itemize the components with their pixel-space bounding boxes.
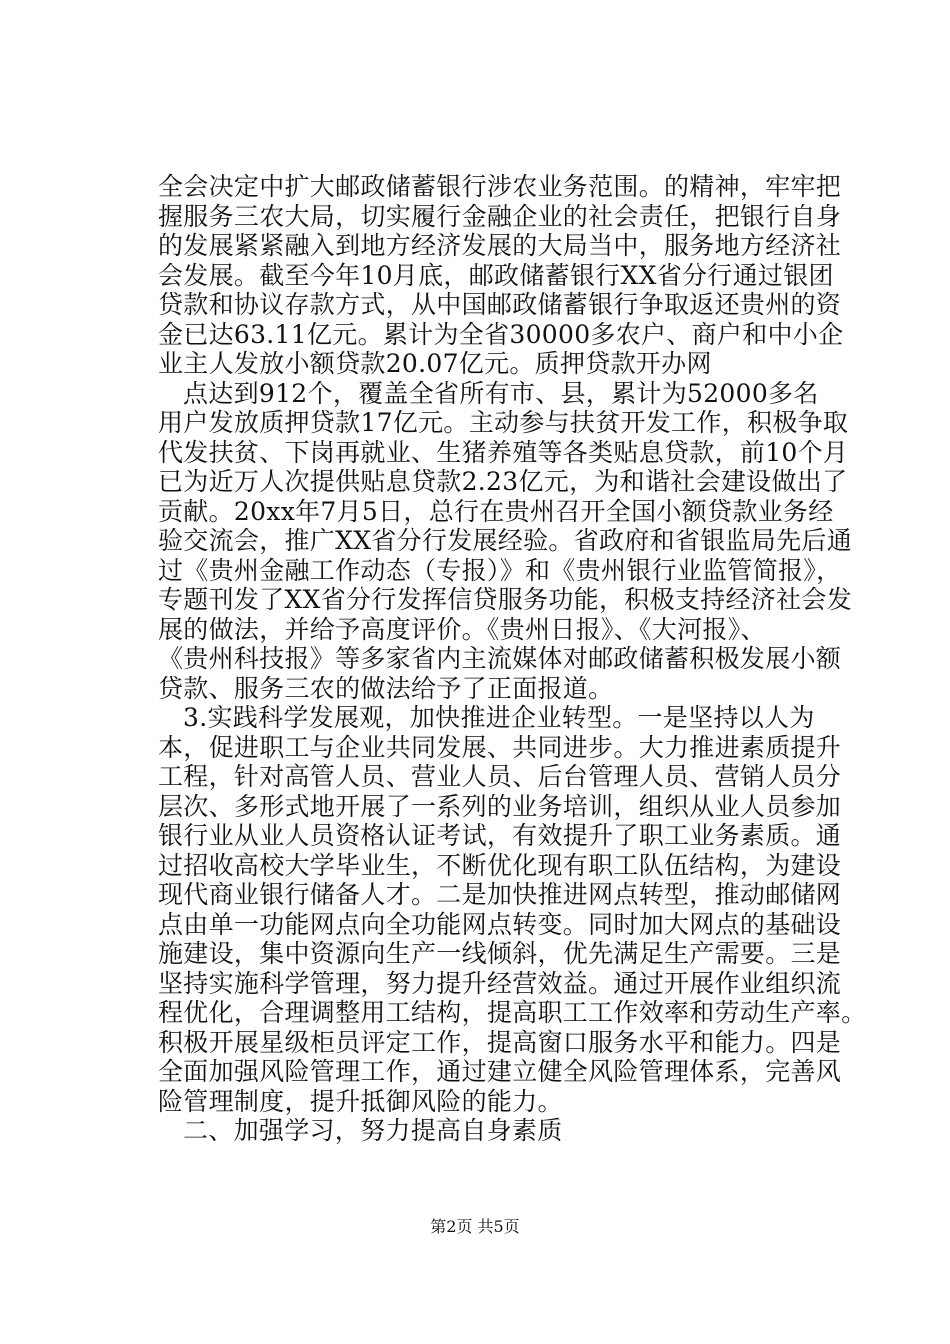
- text-line: 专题刊发了XX省分行发挥信贷服务功能，积极支持经济社会发: [158, 585, 852, 614]
- text-line: 全会决定中扩大邮政储蓄银行涉农业务范围。的精神，牢牢把: [158, 172, 842, 201]
- text-line: 握服务三农大局，切实履行金融企业的社会责任，把银行自身: [158, 201, 842, 231]
- text-line: 的发展紧紧融入到地方经济发展的大局当中，服务地方经济社: [158, 231, 842, 260]
- text-line: 全面加强风险管理工作，通过建立健全风险管理体系，完善风: [158, 1057, 842, 1086]
- text-line: 本，促进职工与企业共同发展、共同进步。大力推进素质提升: [158, 732, 842, 762]
- text-line: 银行业从业人员资格认证考试，有效提升了职工业务素质。通: [158, 821, 842, 850]
- text-line: 层次、多形式地开展了一系列的业务培训，组织从业人员参加: [158, 791, 842, 821]
- text-line: 积极开展星级柜员评定工作，提高窗口服务水平和能力。四是: [158, 1027, 842, 1057]
- text-line: 坚持实施科学管理，努力提升经营效益。通过开展作业组织流: [158, 968, 842, 998]
- text-line: 已为近万人次提供贴息贷款2.23亿元，为和谐社会建设做出了: [158, 467, 848, 496]
- text-line: 险管理制度，提升抵御风险的能力。: [158, 1086, 563, 1116]
- text-line: 工程，针对高管人员、营业人员、后台管理人员、营销人员分: [158, 762, 842, 791]
- text-line: 施建设，集中资源向生产一线倾斜，优先满足生产需要。三是: [158, 939, 842, 968]
- text-line: 验交流会，推广XX省分行发展经验。省政府和省银监局先后通: [158, 526, 852, 555]
- text-line: 代发扶贫、下岗再就业、生猪养殖等各类贴息贷款，前10个月: [158, 437, 849, 467]
- text-line: 过《贵州金融工作动态（专报）》和《贵州银行业监管简报》，: [158, 555, 842, 585]
- text-line: 过招收高校大学毕业生，不断优化现有职工队伍结构，为建设: [158, 850, 842, 880]
- text-line: 点由单一功能网点向全功能网点转变。同时加大网点的基础设: [158, 909, 842, 939]
- text-line: 程优化，合理调整用工结构，提高职工工作效率和劳动生产率。: [158, 998, 867, 1027]
- text-line: 用户发放质押贷款17亿元。主动参与扶贫开发工作，积极争取: [158, 408, 849, 437]
- text-line: 贡献。20xx年7月5日，总行在贵州召开全国小额贷款业务经: [158, 496, 834, 526]
- text-line: 会发展。截至今年10月底，邮政储蓄银行XX省分行通过银团: [158, 260, 834, 290]
- text-line: 3.实践科学发展观，加快推进企业转型。一是坚持以人为: [183, 703, 815, 732]
- text-line: 金已达63.11亿元。累计为全省30000多农户、商户和中小企: [158, 319, 844, 349]
- page-number: 第2页 共5页: [430, 1217, 520, 1236]
- text-line: 点达到912个，覆盖全省所有市、县，累计为52000多名: [183, 378, 819, 408]
- text-line: 现代商业银行储备人才。二是加快推进网点转型，推动邮储网: [158, 880, 842, 909]
- text-line: 《贵州科技报》等多家省内主流媒体对邮政储蓄积极发展小额: [158, 644, 842, 673]
- section-heading: 二、加强学习，努力提高自身素质: [183, 1116, 563, 1145]
- text-line: 展的做法，并给予高度评价。《贵州日报》、《大河报》、: [158, 614, 766, 644]
- text-line: 贷款和协议存款方式，从中国邮政储蓄银行争取返还贵州的资: [158, 290, 842, 319]
- document-body: [158, 172, 867, 1146]
- text-line: 业主人发放小额贷款20.07亿元。质押贷款开办网: [158, 349, 712, 378]
- text-line: 贷款、服务三农的做法给予了正面报道。: [158, 673, 614, 703]
